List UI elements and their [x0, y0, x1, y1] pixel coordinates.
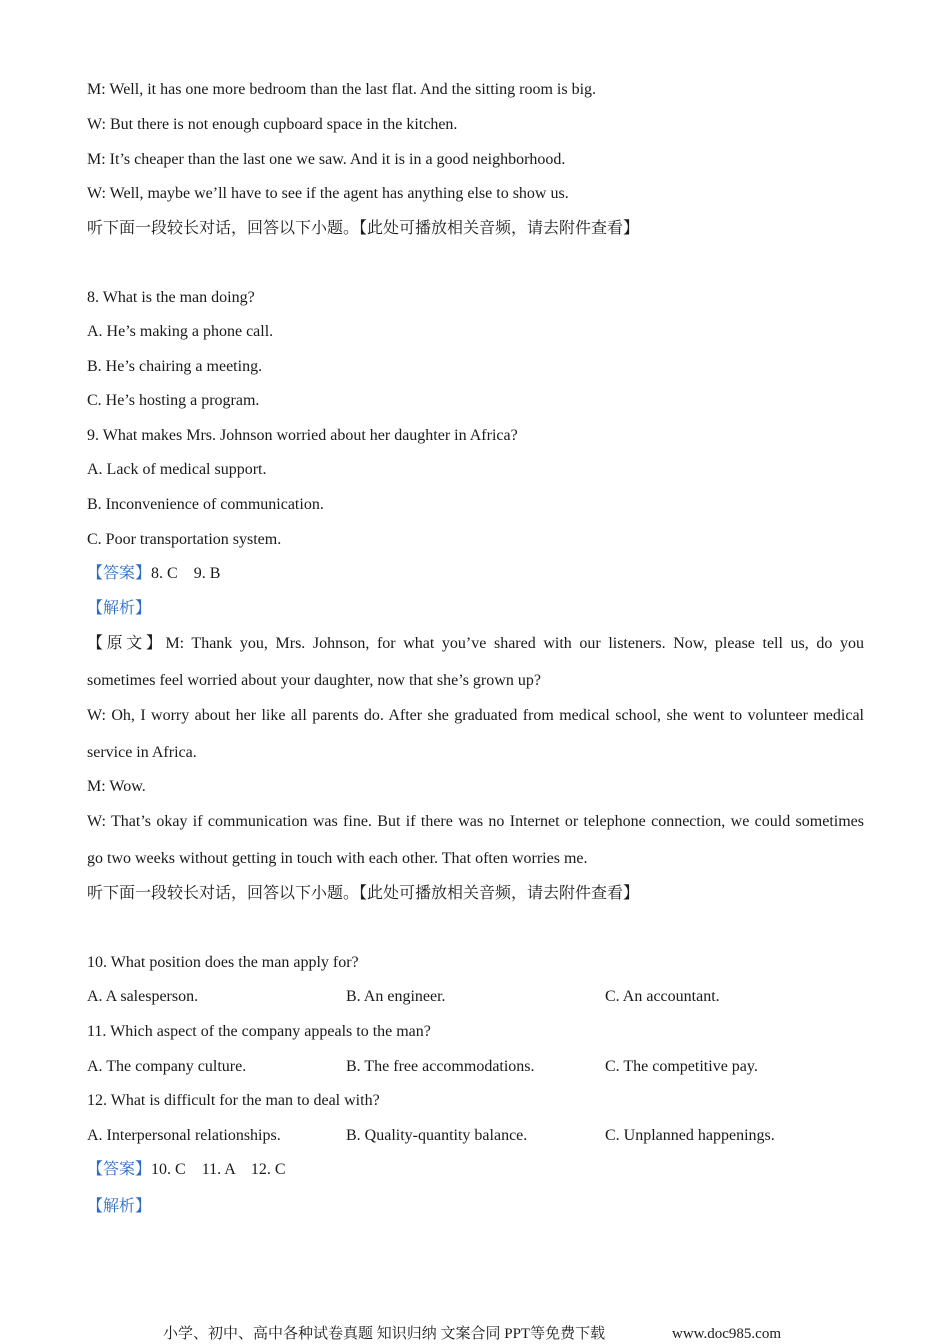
transcript-tag: 【原文】	[87, 635, 166, 652]
option: B. The free accommodations.	[346, 1058, 535, 1075]
listen-instruction: 听下面一段较长对话，回答以下小题。【此处可播放相关音频，请去附件查看】	[87, 220, 640, 237]
analysis-tag-text: 【解析】	[87, 1198, 152, 1215]
dialogue-line: W: Well, maybe we’ll have to see if the agent has anything else to show us.	[87, 185, 569, 202]
option: B. He’s chairing a meeting.	[87, 358, 263, 375]
transcript-line: sometimes feel worried about your daughter, now that she’s grown up?	[87, 672, 541, 689]
listen-instruction: 听下面一段较长对话，回答以下小题。【此处可播放相关音频，请去附件查看】	[87, 885, 640, 902]
answer-line	[87, 564, 220, 584]
option: A. A salesperson.	[87, 988, 199, 1005]
option: C. He’s hosting a program.	[87, 392, 260, 409]
option: C. The competitive pay.	[605, 1058, 758, 1075]
answer-text: 10. C 11. A 12. C	[151, 1161, 286, 1178]
option: C. Poor transportation system.	[87, 531, 282, 548]
option: B. Quality-quantity balance.	[346, 1127, 528, 1144]
option: A. Interpersonal relationships.	[87, 1127, 281, 1144]
analysis-tag	[87, 1197, 151, 1217]
option: A. The company culture.	[87, 1058, 247, 1075]
option: A. He’s making a phone call.	[87, 323, 274, 340]
question-stem: 10. What position does the man apply for?	[87, 954, 359, 971]
answer-tag: 【答案】	[87, 1161, 152, 1178]
answer-text: 8. C 9. B	[151, 565, 221, 582]
transcript-line	[87, 634, 864, 654]
dialogue-line: W: But there is not enough cupboard space in the kitchen.	[87, 116, 458, 133]
option: C. An accountant.	[605, 988, 720, 1005]
option: A. Lack of medical support.	[87, 461, 267, 478]
analysis-tag-text: 【解析】	[87, 600, 152, 617]
answer-line	[87, 1160, 286, 1180]
transcript-text: M: Thank you, Mrs. Johnson, for what you’ve shared with our listeners. Now, please tell us, do you	[165, 635, 864, 652]
analysis-tag	[87, 599, 151, 619]
question-stem: 8. What is the man doing?	[87, 289, 255, 306]
dialogue-line: M: It’s cheaper than the last one we saw. And it is in a good neighborhood.	[87, 151, 566, 168]
question-stem: 9. What makes Mrs. Johnson worried about her daughter in Africa?	[87, 427, 518, 444]
transcript-line: service in Africa.	[87, 744, 197, 761]
answer-tag: 【答案】	[87, 565, 152, 582]
question-stem: 12. What is difficult for the man to deal with?	[87, 1092, 380, 1109]
transcript-line: W: Oh, I worry about her like all parents do. After she graduated from medical school, she went to volunteer medical	[87, 707, 864, 724]
option: B. An engineer.	[346, 988, 446, 1005]
footer-slogan: 小学、初中、高中各种试卷真题 知识归纳 文案合同 PPT等免费下载	[163, 1326, 606, 1342]
dialogue-line: M: Well, it has one more bedroom than the last flat. And the sitting room is big.	[87, 81, 597, 98]
transcript-line: M: Wow.	[87, 778, 146, 795]
footer-url[interactable]: www.doc985.com	[672, 1326, 782, 1342]
option: B. Inconvenience of communication.	[87, 496, 324, 513]
option: C. Unplanned happenings.	[605, 1127, 775, 1144]
question-stem: 11. Which aspect of the company appeals to the man?	[87, 1023, 431, 1040]
transcript-line: go two weeks without getting in touch with each other. That often worries me.	[87, 850, 588, 867]
transcript-line: W: That’s okay if communication was fine. But if there was no Internet or telephone connection, we could sometimes	[87, 813, 864, 830]
